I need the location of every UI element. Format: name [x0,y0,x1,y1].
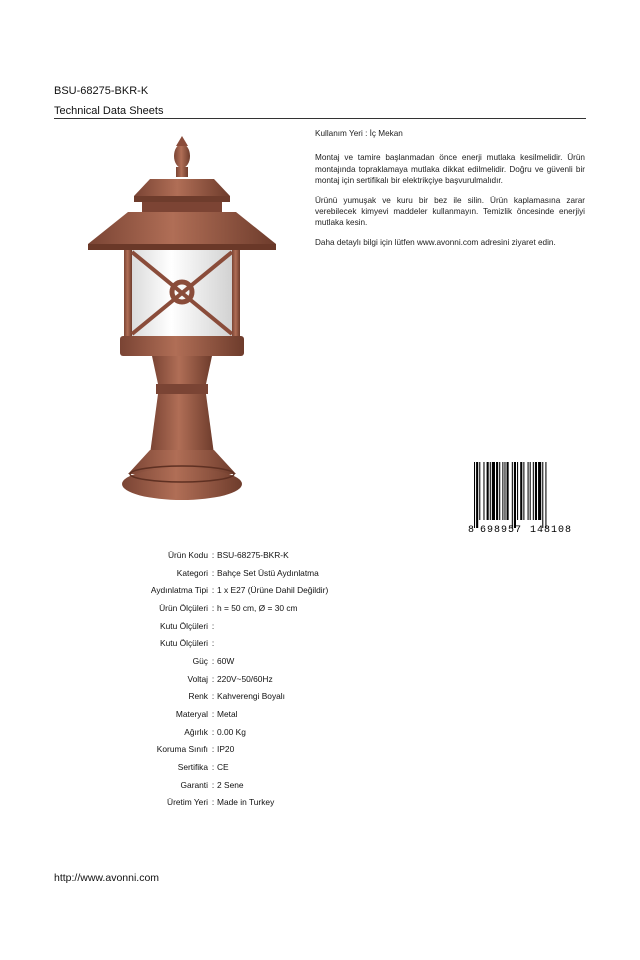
spec-label: Sertifika [177,762,208,773]
spec-label: Materyal [175,709,208,720]
lamp-main-roof [88,212,276,250]
lamp-post [150,356,214,454]
spec-separator: : [211,620,215,631]
barcode-bar [496,462,498,520]
safety-paragraph: Montaj ve tamire başlanmadan önce enerji mutlaka kesilmelidir. Ürün montajında topraklamaya mutlaka dikkat edilmelidir. Doğru ve güvenli bir montaj için sertifikalı bir elektrikçiye başvurulmalıdır. [315,153,585,186]
spec-value: Made in Turkey [217,797,275,808]
spec-row [100,794,440,812]
spec-separator: : [211,762,215,773]
spec-separator: : [211,691,215,702]
barcode-bar [507,462,509,520]
spec-row [100,546,440,564]
spec-label: Kategori [176,567,208,578]
barcode-bar [487,462,489,520]
spec-separator: : [211,567,215,578]
spec-row [100,634,440,652]
spec-value: 2 Sene [217,779,244,790]
spec-separator: : [211,797,215,808]
spec-value: IP20 [217,744,235,755]
barcode-digits-left: 698957 [480,525,523,534]
spec-separator: : [211,726,215,737]
spec-row [100,776,440,794]
barcode-bar [512,462,513,528]
lamp-product-image [84,134,280,504]
spec-value: 220V~50/60Hz [217,673,273,684]
spec-separator: : [211,638,215,649]
spec-separator: : [211,549,215,560]
header-divider [54,118,586,119]
barcode-bar [499,462,500,520]
spec-label: Renk [188,691,208,702]
spec-separator: : [211,673,215,684]
spec-label: Garanti [180,779,208,790]
spec-row [100,723,440,741]
spec-separator: : [211,602,215,613]
spec-value: Metal [217,709,238,720]
lamp-base-ring [120,336,244,356]
spec-row [100,688,440,706]
lamp-top-roof [134,179,230,212]
barcode-bar [542,462,543,528]
spec-value: h = 50 cm, Ø = 30 cm [217,602,298,613]
lamp-glass-cage [124,250,240,336]
barcode-bar [530,462,531,520]
barcode [466,462,586,534]
barcode-bar [474,462,475,528]
barcode-bar [545,462,546,528]
spec-value: 0.00 Kg [217,726,246,737]
spec-separator: : [211,709,215,720]
spec-label: Ürün Ölçüleri [159,602,208,613]
spec-row [100,599,440,617]
lamp-finial [174,136,190,177]
lamp-foot [122,450,242,500]
barcode-bars [474,462,546,528]
spec-table [100,546,440,811]
info-paragraph: Daha detaylı bilgi için lütfen www.avonni.com adresini ziyaret edin. [315,237,556,247]
barcode-bar [528,462,529,520]
barcode-bar [520,462,522,520]
barcode-digits-right: 148108 [530,525,573,534]
spec-separator: : [211,585,215,596]
barcode-bar [538,462,541,520]
spec-label: Koruma Sınıfı [156,744,208,755]
barcode-bar [535,462,537,520]
spec-value: Kahverengi Boyalı [217,691,285,702]
usage-location: Kullanım Yeri : İç Mekan [315,129,403,138]
barcode-bar [490,462,491,520]
spec-label: Üretim Yeri [167,797,208,808]
spec-value: Bahçe Set Üstü Aydınlatma [217,567,319,578]
spec-label: Ağırlık [184,726,208,737]
spec-separator: : [211,744,215,755]
spec-label: Kutu Ölçüleri [160,638,208,649]
product-description [315,128,585,256]
spec-row [100,741,440,759]
barcode-bar [504,462,505,520]
spec-value: 60W [217,655,235,666]
spec-row [100,617,440,635]
spec-label: Aydınlatma Tipi [150,585,208,596]
cleaning-paragraph: Ürünü yumuşak ve kuru bir bez ile silin. Ürün kaplamasına zarar verebilecek kimyevi maddeler kullanmayın. Temizlik öncesinde enerjiyi mutlaka kesin. [315,195,585,228]
spec-row [100,652,440,670]
spec-value: CE [217,762,229,773]
spec-label: Voltaj [187,673,208,684]
spec-value: BSU-68275-BKR-K [217,549,289,560]
spec-label: Kutu Ölçüleri [160,620,208,631]
document-header [54,84,586,118]
spec-row [100,581,440,599]
spec-separator: : [211,779,215,790]
product-code-title: BSU-68275-BKR-K [54,85,149,97]
footer-website-link[interactable]: http://www.avonni.com [54,872,160,884]
spec-row [100,758,440,776]
barcode-bar [517,462,518,520]
barcode-bar [514,462,516,528]
spec-label: Ürün Kodu [167,549,208,560]
barcode-bar [483,462,484,520]
spec-row [100,564,440,582]
barcode-bar [476,462,478,528]
barcode-bar [479,462,480,520]
barcode-bar [492,462,495,520]
document-subtitle: Technical Data Sheets [54,105,164,117]
spec-row [100,705,440,723]
barcode-bar [533,462,534,520]
spec-label: Güç [192,655,208,666]
spec-value: 1 x E27 (Ürüne Dahil Değildir) [217,585,329,596]
barcode-bar [523,462,524,520]
barcode-bar [502,462,503,520]
spec-row [100,670,440,688]
spec-separator: : [211,655,215,666]
barcode-digit-lead: 8 [468,525,475,534]
